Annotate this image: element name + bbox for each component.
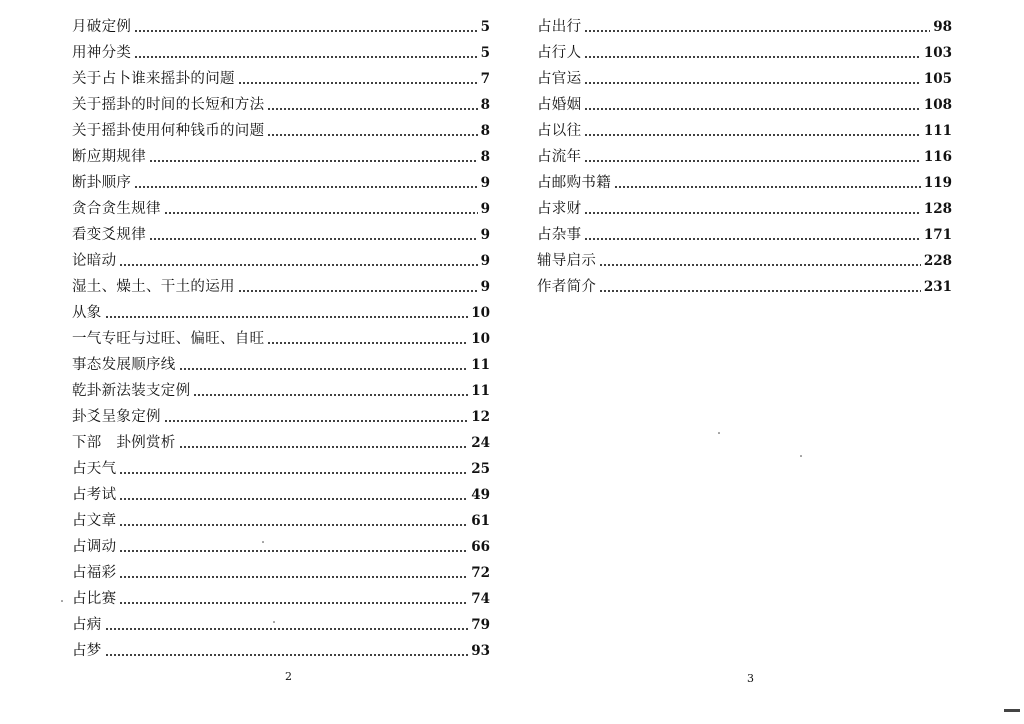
toc-entry [72,144,490,170]
dot-leader [164,404,468,430]
toc-entry-title: 辅导启示 [537,253,597,269]
toc-entry [72,248,490,274]
toc-entry [72,92,490,118]
toc-entry [72,534,490,560]
toc-entry-page-number: 111 [923,123,952,139]
toc-entry [537,144,952,170]
toc-entry-title: 断应期规律 [72,149,146,165]
dot-leader [584,92,920,118]
toc-entry [72,586,490,612]
left-page-toc [72,14,490,664]
dot-leader [119,534,468,560]
toc-entry [72,326,490,352]
scan-speck [61,600,63,602]
toc-entry-title: 占流年 [537,149,582,165]
dot-leader [105,300,469,326]
dot-leader [119,248,477,274]
dot-leader [584,144,920,170]
toc-entry-title: 占官运 [537,71,582,87]
dot-leader [134,40,477,66]
toc-entry [72,222,490,248]
right-page-toc [537,14,952,300]
dot-leader [134,170,477,196]
toc-entry-page-number: 171 [923,227,952,243]
toc-entry-title: 占调动 [72,539,117,555]
toc-entry [537,118,952,144]
toc-entry [72,196,490,222]
toc-entry-title: 从象 [72,305,102,321]
toc-entry [72,300,490,326]
dot-leader [584,118,920,144]
toc-entry-title: 关于占卜谁来摇卦的问题 [72,71,235,87]
toc-entry-title: 看变爻规律 [72,227,146,243]
dot-leader [105,612,469,638]
toc-entry-title: 关于摇卦的时间的长短和方法 [72,97,265,113]
toc-entry-page-number: 119 [923,175,952,191]
toc-entry-title: 占文章 [72,513,117,529]
dot-leader [238,274,478,300]
toc-entry [72,274,490,300]
toc-entry-title: 占梦 [72,643,102,659]
toc-entry-page-number: 12 [471,409,490,425]
toc-entry-page-number: 11 [471,357,490,373]
toc-entry [537,222,952,248]
toc-entry [72,118,490,144]
toc-entry-title: 湿土、燥土、干土的运用 [72,279,235,295]
toc-entry-title: 占出行 [537,19,582,35]
toc-entry [537,66,952,92]
toc-entry-page-number: 79 [471,617,490,633]
toc-entry-page-number: 8 [480,149,490,165]
toc-entry-page-number: 24 [471,435,490,451]
toc-entry-page-number: 128 [923,201,952,217]
toc-entry [72,352,490,378]
toc-entry-page-number: 9 [480,201,490,217]
toc-entry-title: 论暗动 [72,253,117,269]
scan-speck [800,455,802,457]
toc-entry-page-number: 105 [923,71,952,87]
toc-entry [72,456,490,482]
dot-leader [599,274,921,300]
toc-entry [72,560,490,586]
dot-leader [119,482,468,508]
dot-leader [105,638,469,664]
toc-entry-page-number: 103 [923,45,952,61]
scan-speck [273,621,275,623]
toc-entry [72,612,490,638]
toc-entry [537,92,952,118]
dot-leader [119,560,468,586]
toc-entry [72,508,490,534]
dot-leader [119,508,468,534]
dot-leader [267,92,477,118]
dot-leader [149,144,478,170]
toc-entry-title: 占行人 [537,45,582,61]
toc-entry [537,196,952,222]
toc-entry-page-number: 8 [480,97,490,113]
dot-leader [164,196,478,222]
toc-entry-title: 事态发展顺序线 [72,357,176,373]
dot-leader [267,326,468,352]
toc-entry-title: 占婚姻 [537,97,582,113]
toc-entry [72,638,490,664]
toc-entry-page-number: 8 [480,123,490,139]
toc-entry-title: 断卦顺序 [72,175,132,191]
dot-leader [599,248,921,274]
toc-entry-page-number: 9 [480,279,490,295]
toc-entry-page-number: 25 [471,461,490,477]
toc-entry-title: 占杂事 [537,227,582,243]
toc-entry [72,66,490,92]
toc-entry [72,40,490,66]
toc-entry-page-number: 5 [480,19,490,35]
toc-entry-page-number: 61 [471,513,490,529]
toc-entry-title: 乾卦新法装支定例 [72,383,191,399]
dot-leader [134,14,477,40]
toc-entry-page-number: 93 [471,643,490,659]
toc-entry-page-number: 9 [480,253,490,269]
toc-entry-page-number: 116 [923,149,952,165]
toc-entry-page-number: 72 [471,565,490,581]
toc-entry [72,170,490,196]
scan-speck [262,541,264,543]
toc-entry-title: 卦爻呈象定例 [72,409,161,425]
toc-entry-title: 占福彩 [72,565,117,581]
toc-entry-title: 占以往 [537,123,582,139]
toc-entry-page-number: 228 [923,253,952,269]
dot-leader [584,222,920,248]
page-number-left: 2 [285,670,292,683]
toc-entry-page-number: 98 [933,19,952,35]
toc-entry [537,274,952,300]
scan-speck [718,432,720,434]
toc-entry-title: 占病 [72,617,102,633]
toc-entry-title: 关于摇卦使用何种钱币的问题 [72,123,265,139]
toc-entry-page-number: 9 [480,175,490,191]
dot-leader [193,378,468,404]
toc-entry-title: 占求财 [537,201,582,217]
toc-entry-page-number: 7 [480,71,490,87]
toc-entry [537,40,952,66]
toc-entry-title: 占比赛 [72,591,117,607]
scan-artifact-mark [1004,709,1020,712]
toc-entry-title: 作者简介 [537,279,597,295]
toc-entry-title: 贪合贪生规律 [72,201,161,217]
toc-entry-title: 占邮购书籍 [537,175,611,191]
toc-entry-title: 用神分类 [72,45,132,61]
toc-entry-title: 占天气 [72,461,117,477]
dot-leader [119,456,468,482]
toc-entry-page-number: 74 [471,591,490,607]
dot-leader [119,586,468,612]
toc-entry [72,14,490,40]
page-number-right: 3 [747,672,754,685]
dot-leader [584,66,920,92]
dot-leader [584,14,930,40]
toc-entry [537,14,952,40]
toc-entry [72,404,490,430]
dot-leader [179,352,469,378]
toc-entry [72,482,490,508]
dot-leader [238,66,478,92]
dot-leader [584,40,920,66]
toc-entry [537,248,952,274]
toc-entry-page-number: 10 [471,331,490,347]
toc-entry [72,378,490,404]
dot-leader [149,222,478,248]
toc-entry-title: 下部 卦例赏析 [72,435,176,451]
toc-entry-page-number: 11 [471,383,490,399]
toc-entry-page-number: 10 [471,305,490,321]
dot-leader [584,196,920,222]
toc-entry-title: 月破定例 [72,19,132,35]
toc-entry-title: 一气专旺与过旺、偏旺、自旺 [72,331,265,347]
toc-entry-page-number: 5 [480,45,490,61]
toc-entry-title: 占考试 [72,487,117,503]
toc-entry-page-number: 66 [471,539,490,555]
toc-entry [72,430,490,456]
toc-entry [537,170,952,196]
dot-leader [267,118,477,144]
dot-leader [179,430,469,456]
dot-leader [614,170,921,196]
toc-entry-page-number: 9 [480,227,490,243]
toc-entry-page-number: 231 [923,279,952,295]
toc-entry-page-number: 108 [923,97,952,113]
toc-entry-page-number: 49 [471,487,490,503]
